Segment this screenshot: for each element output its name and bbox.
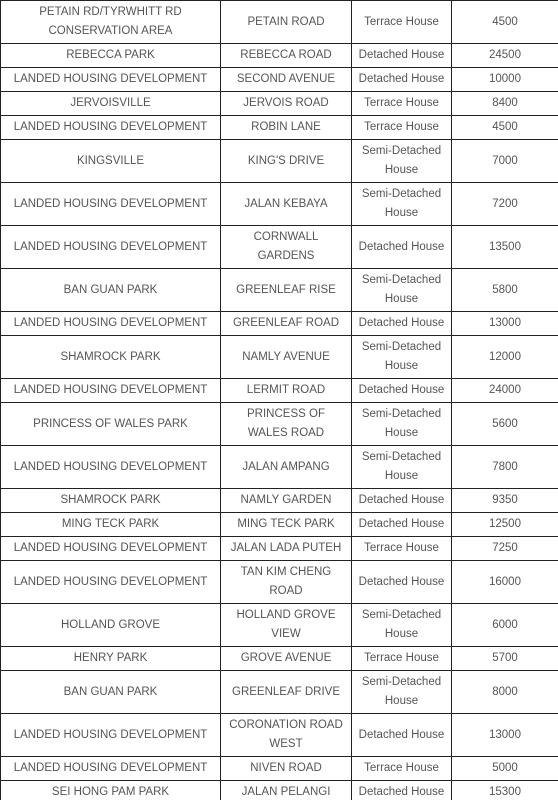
house-type-cell: Semi-Detached House xyxy=(352,140,452,183)
house-type-cell: Semi-Detached House xyxy=(352,269,452,312)
estate-cell: LANDED HOUSING DEVELOPMENT xyxy=(1,312,221,336)
land-size-cell: 10000 xyxy=(452,68,558,92)
road-cell: GREENLEAF DRIVE xyxy=(221,671,352,714)
estate-cell: BAN GUAN PARK xyxy=(1,269,221,312)
road-cell: JALAN LADA PUTEH xyxy=(221,537,352,561)
land-size-cell: 15300 xyxy=(452,781,558,800)
house-type-cell: Detached House xyxy=(352,513,452,537)
road-cell: JALAN PELANGI xyxy=(221,781,352,800)
road-cell: GROVE AVENUE xyxy=(221,647,352,671)
road-cell: KING'S DRIVE xyxy=(221,140,352,183)
road-cell: PRINCESS OF WALES ROAD xyxy=(221,403,352,446)
road-cell: NIVEN ROAD xyxy=(221,757,352,781)
land-size-cell: 7250 xyxy=(452,537,558,561)
house-type-cell: Terrace House xyxy=(352,537,452,561)
land-size-cell: 13500 xyxy=(452,226,558,269)
road-cell: NAMLY AVENUE xyxy=(221,336,352,379)
land-size-cell: 9350 xyxy=(452,489,558,513)
estate-cell: HOLLAND GROVE xyxy=(1,604,221,647)
estate-cell: HENRY PARK xyxy=(1,647,221,671)
table-row xyxy=(1,379,558,403)
estate-cell: LANDED HOUSING DEVELOPMENT xyxy=(1,537,221,561)
estate-cell: BAN GUAN PARK xyxy=(1,671,221,714)
estate-cell: LANDED HOUSING DEVELOPMENT xyxy=(1,446,221,489)
table-row xyxy=(1,537,558,561)
road-cell: JALAN AMPANG xyxy=(221,446,352,489)
land-size-cell: 8000 xyxy=(452,671,558,714)
table-row xyxy=(1,561,558,604)
land-size-cell: 13000 xyxy=(452,312,558,336)
estate-cell: LANDED HOUSING DEVELOPMENT xyxy=(1,116,221,140)
road-cell: CORONATION ROAD WEST xyxy=(221,714,352,757)
table-row xyxy=(1,44,558,68)
road-cell: JERVOIS ROAD xyxy=(221,92,352,116)
estate-cell: KINGSVILLE xyxy=(1,140,221,183)
road-cell: ROBIN LANE xyxy=(221,116,352,140)
house-type-cell: Detached House xyxy=(352,226,452,269)
table-row xyxy=(1,489,558,513)
house-type-cell: Semi-Detached House xyxy=(352,183,452,226)
land-size-cell: 7800 xyxy=(452,446,558,489)
land-size-cell: 24500 xyxy=(452,44,558,68)
table-row xyxy=(1,140,558,183)
land-size-cell: 4500 xyxy=(452,116,558,140)
table-row xyxy=(1,757,558,781)
table-row xyxy=(1,92,558,116)
estate-cell: LANDED HOUSING DEVELOPMENT xyxy=(1,714,221,757)
house-type-cell: Semi-Detached House xyxy=(352,446,452,489)
house-type-cell: Semi-Detached House xyxy=(352,403,452,446)
road-cell: SECOND AVENUE xyxy=(221,68,352,92)
road-cell: CORNWALL GARDENS xyxy=(221,226,352,269)
house-type-cell: Semi-Detached House xyxy=(352,336,452,379)
house-type-cell: Detached House xyxy=(352,44,452,68)
road-cell: GREENLEAF RISE xyxy=(221,269,352,312)
house-type-cell: Detached House xyxy=(352,781,452,800)
table-row xyxy=(1,226,558,269)
land-size-cell: 16000 xyxy=(452,561,558,604)
estate-cell: PETAIN RD/TYRWHITT RD CONSERVATION AREA xyxy=(1,1,221,44)
land-size-cell: 6000 xyxy=(452,604,558,647)
house-type-cell: Detached House xyxy=(352,561,452,604)
estate-cell: SHAMROCK PARK xyxy=(1,489,221,513)
estate-cell: PRINCESS OF WALES PARK xyxy=(1,403,221,446)
table-row xyxy=(1,446,558,489)
road-cell: MING TECK PARK xyxy=(221,513,352,537)
land-size-cell: 7200 xyxy=(452,183,558,226)
table-row xyxy=(1,183,558,226)
estate-cell: LANDED HOUSING DEVELOPMENT xyxy=(1,379,221,403)
land-size-cell: 5700 xyxy=(452,647,558,671)
road-cell: JALAN KEBAYA xyxy=(221,183,352,226)
estate-cell: MING TECK PARK xyxy=(1,513,221,537)
table-row xyxy=(1,647,558,671)
house-type-cell: Detached House xyxy=(352,68,452,92)
land-size-cell: 12000 xyxy=(452,336,558,379)
table-row xyxy=(1,671,558,714)
road-cell: LERMIT ROAD xyxy=(221,379,352,403)
house-type-cell: Detached House xyxy=(352,312,452,336)
estate-cell: SEI HONG PAM PARK xyxy=(1,781,221,800)
road-cell: GREENLEAF ROAD xyxy=(221,312,352,336)
table-row xyxy=(1,513,558,537)
house-type-cell: Detached House xyxy=(352,489,452,513)
road-cell: PETAIN ROAD xyxy=(221,1,352,44)
estate-cell: LANDED HOUSING DEVELOPMENT xyxy=(1,68,221,92)
estate-cell: LANDED HOUSING DEVELOPMENT xyxy=(1,561,221,604)
land-size-cell: 5600 xyxy=(452,403,558,446)
house-type-cell: Detached House xyxy=(352,379,452,403)
house-type-cell: Semi-Detached House xyxy=(352,671,452,714)
estate-cell: JERVOISVILLE xyxy=(1,92,221,116)
table-row xyxy=(1,714,558,757)
table-row xyxy=(1,604,558,647)
land-size-cell: 4500 xyxy=(452,1,558,44)
table-row xyxy=(1,116,558,140)
road-cell: HOLLAND GROVE VIEW xyxy=(221,604,352,647)
land-size-cell: 7000 xyxy=(452,140,558,183)
table-body xyxy=(1,1,558,800)
land-size-cell: 5800 xyxy=(452,269,558,312)
land-size-cell: 24000 xyxy=(452,379,558,403)
house-type-cell: Terrace House xyxy=(352,647,452,671)
table-row xyxy=(1,68,558,92)
road-cell: NAMLY GARDEN xyxy=(221,489,352,513)
table-row xyxy=(1,269,558,312)
estate-cell: LANDED HOUSING DEVELOPMENT xyxy=(1,226,221,269)
house-type-cell: Semi-Detached House xyxy=(352,604,452,647)
estate-cell: SHAMROCK PARK xyxy=(1,336,221,379)
table-row xyxy=(1,781,558,800)
estate-cell: REBECCA PARK xyxy=(1,44,221,68)
house-type-cell: Terrace House xyxy=(352,757,452,781)
road-cell: REBECCA ROAD xyxy=(221,44,352,68)
house-type-cell: Terrace House xyxy=(352,1,452,44)
table-row xyxy=(1,403,558,446)
house-type-cell: Detached House xyxy=(352,714,452,757)
house-type-cell: Terrace House xyxy=(352,116,452,140)
land-size-cell: 13000 xyxy=(452,714,558,757)
table-row xyxy=(1,312,558,336)
land-size-cell: 5000 xyxy=(452,757,558,781)
estate-cell: LANDED HOUSING DEVELOPMENT xyxy=(1,183,221,226)
table-row xyxy=(1,1,558,44)
estate-cell: LANDED HOUSING DEVELOPMENT xyxy=(1,757,221,781)
house-type-cell: Terrace House xyxy=(352,92,452,116)
road-cell: TAN KIM CHENG ROAD xyxy=(221,561,352,604)
land-size-cell: 12500 xyxy=(452,513,558,537)
table-row xyxy=(1,336,558,379)
land-size-cell: 8400 xyxy=(452,92,558,116)
